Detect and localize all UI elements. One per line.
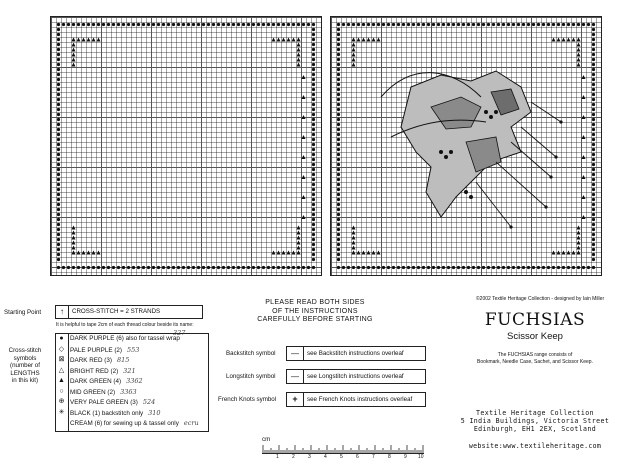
pale-purple-symbol-icon: ◇ <box>58 345 65 353</box>
left-chart-panel <box>50 16 322 276</box>
french-knots-box: + see French Knots instructions overleaf <box>286 392 426 407</box>
publisher-block <box>452 409 618 433</box>
ruler-unit: cm <box>262 436 271 443</box>
helpful-note: It is helpful to tape 2cm of each thread colour beside its name: <box>56 322 194 328</box>
backstitch-box: — see Backstitch instructions overleaf <box>286 346 426 361</box>
please-read-notice: PLEASE READ BOTH SIDES OF THE INSTRUCTIONS CAREFULLY BEFORE STARTING <box>257 299 373 323</box>
starting-point-box <box>55 305 203 319</box>
right-chart-panel <box>330 16 602 276</box>
very-pale-green-symbol-icon: ⊕ <box>58 398 65 405</box>
longstitch-line-icon: — <box>287 370 304 383</box>
thread-row: ⊕ VERY PALE GREEN (3) 524 <box>56 397 208 408</box>
thread-code: 3362 <box>126 377 143 385</box>
thread-code: 815 <box>116 356 130 364</box>
right-chart-artwork <box>331 17 601 275</box>
copyright: ©2002 Textile Heritage Collection - designed by Iain Miller <box>476 296 605 302</box>
backstitch-line-icon: — <box>287 347 304 360</box>
up-arrow-icon: ↑ <box>56 306 69 318</box>
range-note: The FUCHSIAS range consists of Bookmark, Needle Case, Sachet, and Scissor Keep. <box>477 352 593 365</box>
thread-code: ecru <box>183 419 199 427</box>
symbols-label: Cross-stitch symbols (number of LENGTHS in this kit) <box>8 347 42 385</box>
thread-row: △ BRIGHT RED (2) 321 <box>56 366 208 377</box>
publisher-name: Textile Heritage Collection <box>476 409 594 417</box>
french-knot-icon: + <box>287 393 304 406</box>
longstitch-label: Longstitch symbol <box>226 373 276 380</box>
mid-green-symbol-icon: ○ <box>59 387 64 395</box>
page-subtitle: Scissor Keep <box>507 331 563 342</box>
thread-row: CREAM (6) for sewing up & tassel only ecru <box>70 419 199 427</box>
publisher-address-1: 5 India Buildings, Victoria Street <box>460 417 610 425</box>
ruler-labels: 1 2 3 4 5 6 7 8 9 10 <box>276 454 424 460</box>
thread-row: ● DARK PURPLE (6) also for tassel wrap 327 <box>56 334 208 345</box>
thread-code: 3363 <box>120 387 137 396</box>
thread-code: 327 <box>173 329 186 337</box>
fuchsia-motif <box>381 71 563 229</box>
dark-green-symbol-icon: ▲ <box>58 377 65 384</box>
thread-row: ⊠ DARK RED (3) 815 <box>56 355 208 366</box>
thread-row: ✳ BLACK (1) backstitch only 310 <box>56 408 208 419</box>
left-chart-border-pattern <box>51 17 321 275</box>
thread-legend <box>55 329 209 432</box>
thread-row: ◇ PALE PURPLE (2) 553 <box>56 345 208 356</box>
cross-stitch-strands: CROSS-STITCH = 2 STRANDS <box>72 308 161 315</box>
thread-row: ○ MID GREEN (2) 3363 <box>56 387 208 398</box>
page-title: FUCHSIAS <box>484 310 586 330</box>
publisher-address-2: Edinburgh, EH1 2EX, Scotland <box>473 425 597 433</box>
publisher-website[interactable]: website:www.textileheritage.com <box>468 442 602 450</box>
bright-red-symbol-icon: △ <box>58 366 65 374</box>
backstitch-label: Backstitch symbol <box>226 350 276 357</box>
longstitch-box: — see Longstitch instructions overleaf <box>286 369 426 384</box>
black-symbol-icon: ✳ <box>58 408 65 416</box>
thread-code: 321 <box>123 366 136 375</box>
starting-point-label: Starting Point <box>4 309 42 316</box>
cm-ruler <box>262 445 424 454</box>
french-knots-label: French Knots symbol <box>218 396 277 403</box>
dark-red-symbol-icon: ⊠ <box>58 356 65 363</box>
thread-code: 524 <box>142 398 156 406</box>
thread-row: ▲ DARK GREEN (4) 3362 <box>56 376 208 387</box>
thread-code: 310 <box>148 408 161 417</box>
thread-code: 553 <box>127 345 140 354</box>
ruler-ticks-graphic <box>262 445 424 453</box>
dark-purple-symbol-icon: ● <box>59 335 64 342</box>
